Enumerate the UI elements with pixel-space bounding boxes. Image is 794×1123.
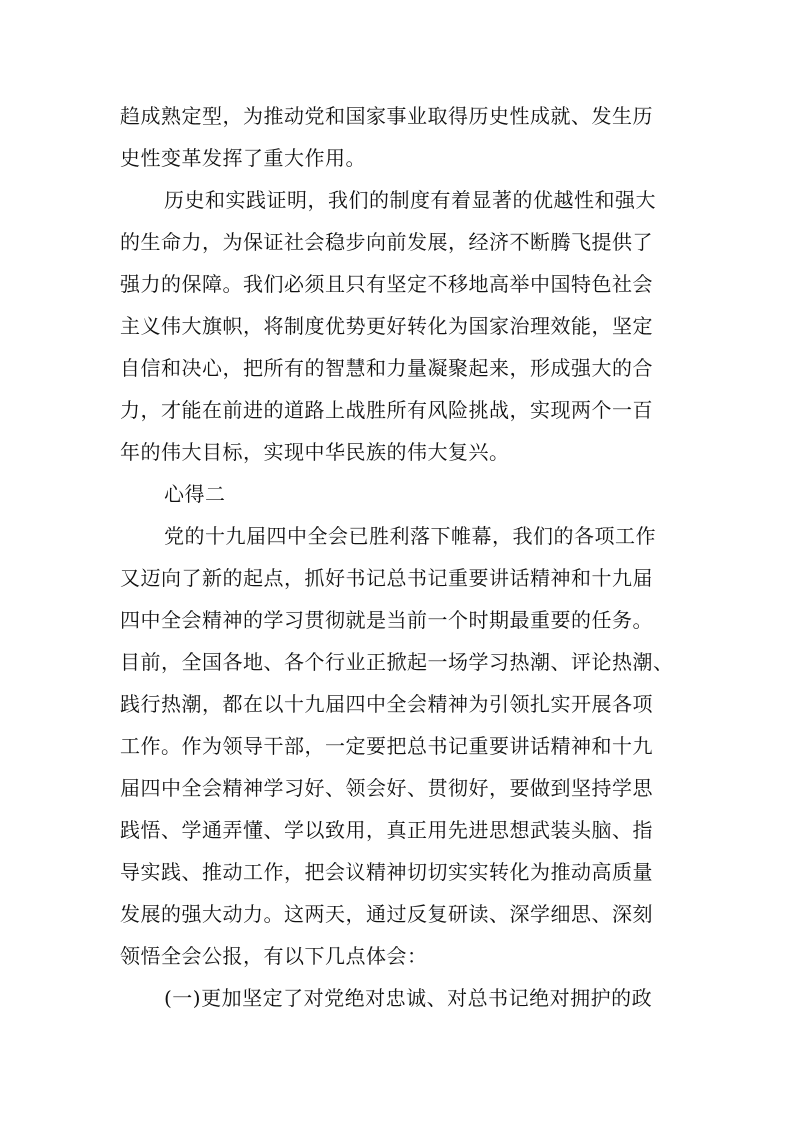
text-line: 力，才能在前进的道路上战胜所有风险挑战，实现两个一百 (120, 398, 653, 422)
text-line: 践悟、学通弄懂、学以致用，真正用先进思想武装头脑、指 (120, 818, 653, 842)
text-line: 工作。作为领导干部，一定要把总书记重要讲话精神和十九 (120, 734, 653, 758)
paragraph-start-line: 党的十九届四中全会已胜利落下帷幕，我们的各项工作 (164, 524, 656, 548)
text-line: 的生命力，为保证社会稳步向前发展，经济不断腾飞提供了 (120, 230, 653, 254)
text-line: 目前，全国各地、各个行业正掀起一场学习热潮、评论热潮、 (120, 650, 674, 674)
text-line: 年的伟大目标，实现中华民族的伟大复兴。 (120, 440, 510, 464)
text-line: 主义伟大旗帜，将制度优势更好转化为国家治理效能，坚定 (120, 314, 653, 338)
text-line: 自信和决心，把所有的智慧和力量凝聚起来，形成强大的合 (120, 356, 653, 380)
text-line: 届四中全会精神学习好、领会好、贯彻好，要做到坚持学思 (120, 776, 653, 800)
text-line: 发展的强大动力。这两天，通过反复研读、深学细思、深刻 (120, 902, 653, 926)
list-item-start-line: (一)更加坚定了对党绝对忠诚、对总书记绝对拥护的政 (164, 986, 653, 1010)
text-line: 领悟全会公报，有以下几点体会： (120, 944, 428, 968)
paragraph-start-line: 历史和实践证明，我们的制度有着显著的优越性和强大 (164, 188, 656, 212)
text-line: 史性变革发挥了重大作用。 (120, 146, 366, 170)
text-line: 强力的保障。我们必须且只有坚定不移地高举中国特色社会 (120, 272, 653, 296)
text-line: 导实践、推动工作，把会议精神切切实实转化为推动高质量 (120, 860, 653, 884)
text-line: 趋成熟定型，为推动党和国家事业取得历史性成就、发生历 (120, 104, 653, 128)
text-line: 又迈向了新的起点，抓好书记总书记重要讲话精神和十九届 (120, 566, 653, 590)
text-line: 四中全会精神的学习贯彻就是当前一个时期最重要的任务。 (120, 608, 653, 632)
section-heading: 心得二 (164, 482, 226, 506)
text-line: 践行热潮，都在以十九届四中全会精神为引领扎实开展各项 (120, 692, 653, 716)
